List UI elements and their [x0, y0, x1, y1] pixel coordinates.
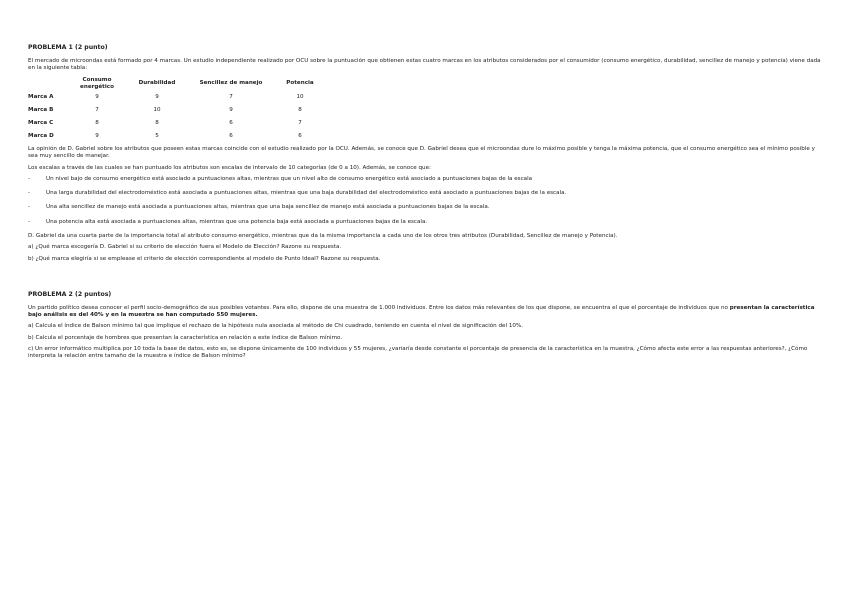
list-item	[28, 176, 824, 183]
table-cell: 8	[155, 119, 159, 126]
problem-2-title: PROBLEMA 2 (2 puntos)	[28, 290, 112, 298]
table-header-consumo: Consumo energético	[80, 76, 114, 90]
scale-notes-list	[28, 176, 824, 226]
problem-2-intro	[28, 305, 824, 320]
list-item-text: Un nivel bajo de consumo energético está asociado a puntuaciones altas, mientras que un nivel alto de consumo energético está asociado a puntuaciones bajas de la escala	[46, 175, 533, 182]
problem-2-section	[28, 291, 824, 361]
problem-2-intro-bold: presentan la característica bajo análisis es del 40% y en la muestra se han computado 550 mujeres.	[28, 304, 815, 319]
list-item-text: Una alta sencillez de manejo está asociada a puntuaciones altas, mientras que una baja sencillez de manejo está asociada a puntuaciones bajas de la escala.	[46, 204, 490, 211]
table-header-empty	[28, 77, 70, 92]
table-cell: 7	[298, 119, 302, 126]
problem-1-intro: El mercado de microondas está formado por 4 marcas. Un estudio independiente realizado por OCU sobre la puntuación que obtienen estas cuatro marcas en los atributos considerados por el consumidor (consumo energético, durabilidad, sencillez de manejo y potencia) viene dada en la siguiente tabla:	[28, 58, 821, 72]
list-item	[28, 219, 824, 226]
list-item	[28, 204, 824, 211]
table-cell: 6	[298, 132, 302, 139]
problem-1-paragraph-opinion: La opinión de D. Gabriel sobre los atributos que poseen estas marcas coincide con el estudio realizado por la OCU. Además, se conoce que D. Gabriel desea que el microondas dure lo máximo posible y tenga la máxima potencia, que el consumo energético sea el mínimo posible y sea muy sencillo de manejar.	[28, 146, 815, 160]
table-cell-brand: Marca C	[28, 119, 54, 126]
bullet-dash-icon: -	[28, 190, 31, 197]
bullet-dash-icon: -	[28, 204, 31, 211]
table-cell: 8	[95, 119, 99, 126]
table-header-durabilidad: Durabilidad	[138, 80, 176, 87]
list-item-text: Una larga durabilidad del electrodoméstico está asociada a puntuaciones altas, mientras que una baja durabilidad del electrodoméstico está asociado a puntuaciones bajas de la escala.	[46, 190, 567, 197]
problem-2-question-a: a) Calcula el índice de Balson mínimo tal que implique el rechazo de la hipótesis nula asociada al método de Chi cuadrado, teniendo en cuenta el nivel de significación del 10%.	[28, 323, 524, 330]
problem-2-question-b: b) Calcula el porcentaje de hombres que presentan la característica en relación a este índice de Balson mínimo.	[28, 334, 343, 341]
problem-2-question-c: c) Un error informático multiplica por 10 toda la base de datos, esto es, se dispone únicamente de 100 individuos y 55 mujeres, ¿variaría desde constante el porcentaje de presencia de la característica en la muestra, ¿Cómo afecta este error a las respuestas anteriores?, ¿Cómo interpreta la relación entre tamaño de la muestra e índice de Balson mínimo?	[28, 345, 808, 360]
table-cell: 9	[229, 106, 233, 113]
table-header-row	[28, 77, 328, 92]
table-cell-brand: Marca B	[28, 106, 54, 113]
table-cell: 8	[298, 106, 302, 113]
table-cell: 9	[95, 132, 99, 139]
problem-2-intro-text: Un partido político desea conocer el perfil socio-demográfico de sus posibles votantes. Para ello, dispone de una muestra de 1.000 individuos. Entre los datos más relevantes de los que dispone, se encuentra el que el porcentaje de individuos que no	[28, 304, 728, 311]
table-row	[28, 91, 328, 104]
table-cell: 7	[95, 106, 99, 113]
table-cell: 9	[155, 93, 159, 100]
table-cell: 10	[296, 93, 304, 100]
list-item	[28, 190, 824, 197]
table-cell: 10	[153, 106, 161, 113]
table-cell-brand: Marca D	[28, 132, 54, 139]
problem-1-question-a: a) ¿Qué marca escogería D. Gabriel si su criterio de elección fuera el Modelo de Elección? Razone su respuesta.	[28, 244, 342, 251]
table-row	[28, 117, 328, 130]
list-item-text: Una potencia alta está asociada a puntuaciones altas, mientras que una potencia baja está asociada a puntuaciones bajas de la escala.	[46, 218, 428, 225]
problem-1-question-b: b) ¿Qué marca elegiría si se emplease el criterio de elección correspondiente al modelo de Punto Ideal? Razone su respuesta.	[28, 255, 381, 262]
table-cell: 7	[229, 93, 233, 100]
table-cell: 6	[229, 132, 233, 139]
document-page	[28, 44, 824, 364]
problem-1-section	[28, 44, 824, 263]
problem-1-paragraph-importance: D. Gabriel da una cuarta parte de la importancia total al atributo consumo energético, mientras que da la misma importancia a cada uno de los otros tres atributos (Durabilidad, Sencillez de manejo y Potencia).	[28, 232, 618, 239]
table-row	[28, 104, 328, 117]
table-cell: 9	[95, 93, 99, 100]
table-cell-brand: Marca A	[28, 93, 54, 100]
table-header-sencillez: Sencillez de manejo	[199, 80, 263, 87]
problem-1-paragraph-scales: Los escalas a través de las cuales se han puntuado los atributos son escalas de intervalo de 10 categorías (de 0 a 10). Además, se conoce que:	[28, 164, 431, 171]
table-cell: 5	[155, 132, 159, 139]
table-header-potencia: Potencia	[286, 80, 314, 87]
bullet-dash-icon: -	[28, 175, 31, 182]
problem-1-title: PROBLEMA 1 (2 punto)	[28, 44, 108, 51]
table-cell: 6	[229, 119, 233, 126]
attributes-table	[28, 77, 328, 144]
table-row	[28, 130, 328, 143]
bullet-dash-icon: -	[28, 218, 31, 225]
